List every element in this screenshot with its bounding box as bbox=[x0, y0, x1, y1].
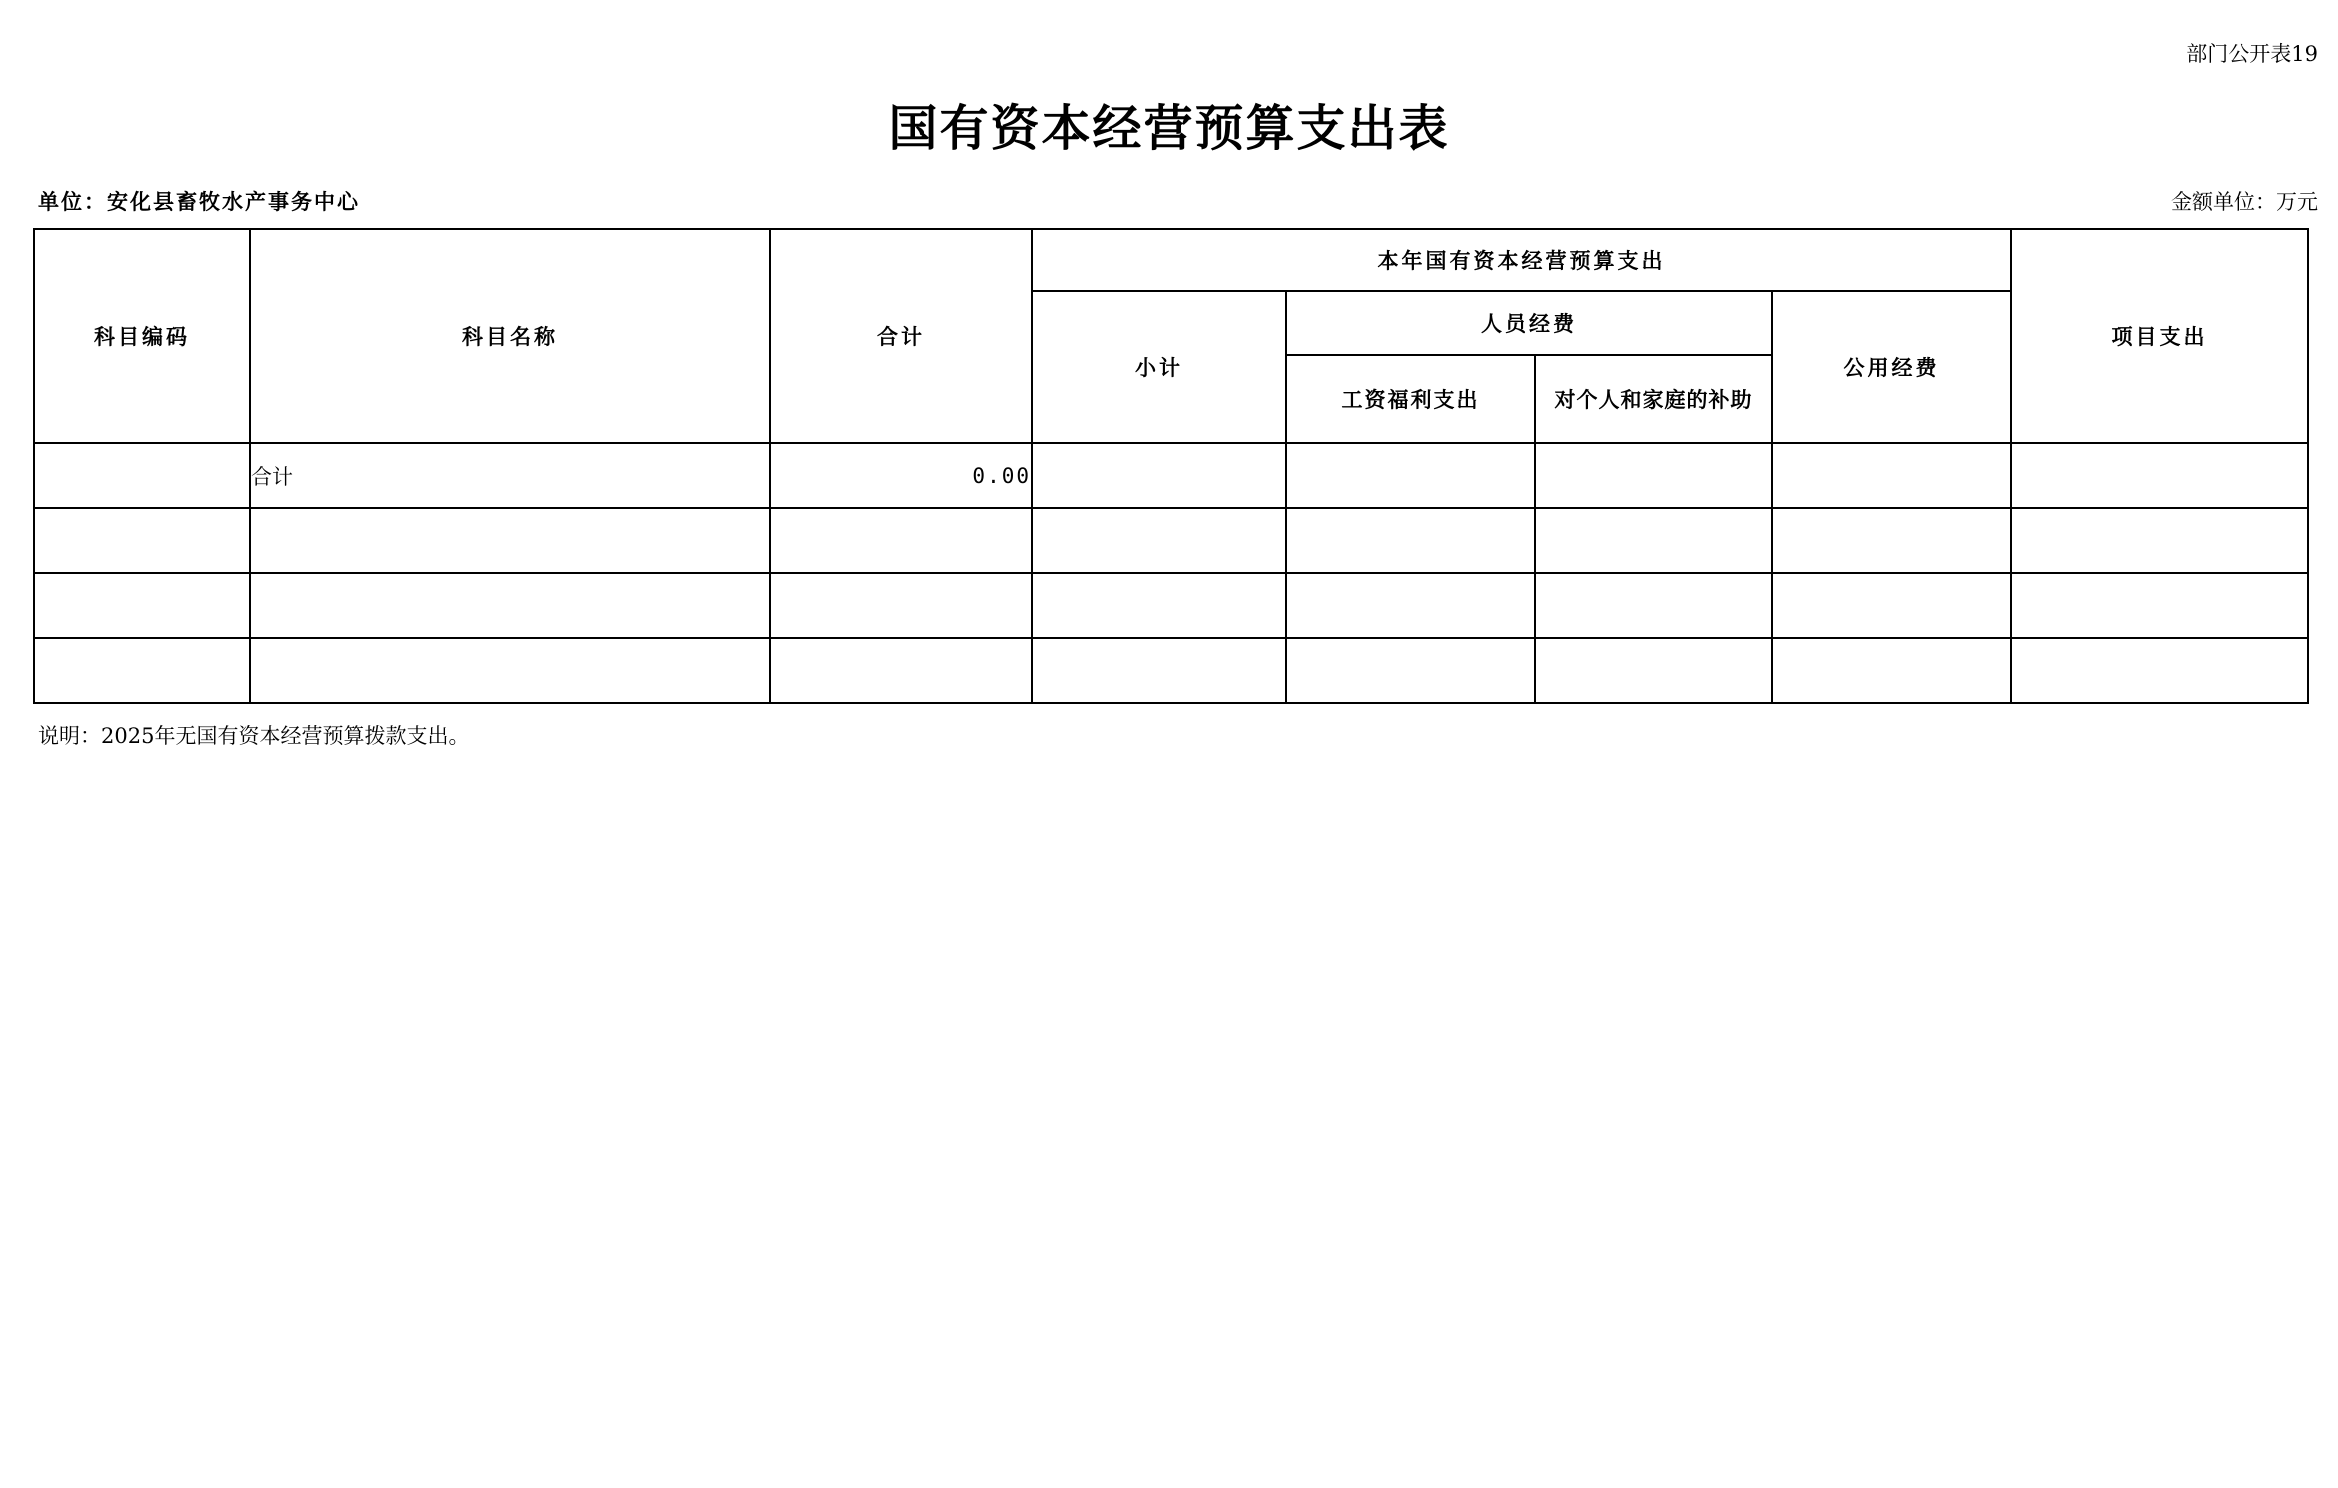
header-current-year-group: 本年国有资本经营预算支出 bbox=[1032, 229, 2011, 291]
cell-code bbox=[34, 638, 250, 703]
cell-total bbox=[770, 638, 1032, 703]
cell-project bbox=[2011, 443, 2308, 508]
cell-code bbox=[34, 573, 250, 638]
amount-unit-label: 金额单位：万元 bbox=[2171, 190, 2318, 214]
cell-subtotal bbox=[1032, 443, 1286, 508]
cell-code bbox=[34, 508, 250, 573]
header-total: 合计 bbox=[770, 229, 1032, 443]
table-row bbox=[34, 638, 2308, 703]
cell-name bbox=[250, 573, 770, 638]
table-row bbox=[34, 443, 2308, 508]
cell-total bbox=[770, 508, 1032, 573]
cell-wages bbox=[1286, 508, 1535, 573]
header-personnel-group: 人员经费 bbox=[1286, 291, 1772, 355]
cell-wages bbox=[1286, 638, 1535, 703]
header-subject-code: 科目编码 bbox=[34, 229, 250, 443]
header-subject-name: 科目名称 bbox=[250, 229, 770, 443]
cell-total bbox=[770, 573, 1032, 638]
header-public-expense: 公用经费 bbox=[1772, 291, 2011, 443]
header-household-subsidy: 对个人和家庭的补助 bbox=[1535, 355, 1772, 443]
unit-label: 单位：安化县畜牧水产事务中心 bbox=[38, 190, 360, 214]
cell-subsidy bbox=[1535, 508, 1772, 573]
cell-subtotal bbox=[1032, 573, 1286, 638]
header-subtotal: 小计 bbox=[1032, 291, 1286, 443]
header-wages-welfare: 工资福利支出 bbox=[1286, 355, 1535, 443]
cell-public bbox=[1772, 638, 2011, 703]
cell-name: 合计 bbox=[250, 443, 770, 508]
cell-wages bbox=[1286, 573, 1535, 638]
cell-code bbox=[34, 443, 250, 508]
cell-subtotal bbox=[1032, 508, 1286, 573]
table-row bbox=[34, 573, 2308, 638]
cell-project bbox=[2011, 508, 2308, 573]
form-number: 部门公开表19 bbox=[2186, 42, 2318, 66]
table-row bbox=[34, 508, 2308, 573]
cell-total: 0.00 bbox=[770, 443, 1032, 508]
budget-table bbox=[33, 228, 2309, 704]
cell-public bbox=[1772, 573, 2011, 638]
header-project-expense: 项目支出 bbox=[2011, 229, 2308, 443]
cell-project bbox=[2011, 638, 2308, 703]
cell-subsidy bbox=[1535, 443, 1772, 508]
cell-wages bbox=[1286, 443, 1535, 508]
cell-public bbox=[1772, 443, 2011, 508]
cell-public bbox=[1772, 508, 2011, 573]
cell-subtotal bbox=[1032, 638, 1286, 703]
cell-project bbox=[2011, 573, 2308, 638]
cell-name bbox=[250, 508, 770, 573]
cell-subsidy bbox=[1535, 573, 1772, 638]
page-title: 国有资本经营预算支出表 bbox=[888, 99, 1450, 157]
footnote: 说明：2025年无国有资本经营预算拨款支出。 bbox=[38, 724, 470, 748]
cell-subsidy bbox=[1535, 638, 1772, 703]
cell-name bbox=[250, 638, 770, 703]
